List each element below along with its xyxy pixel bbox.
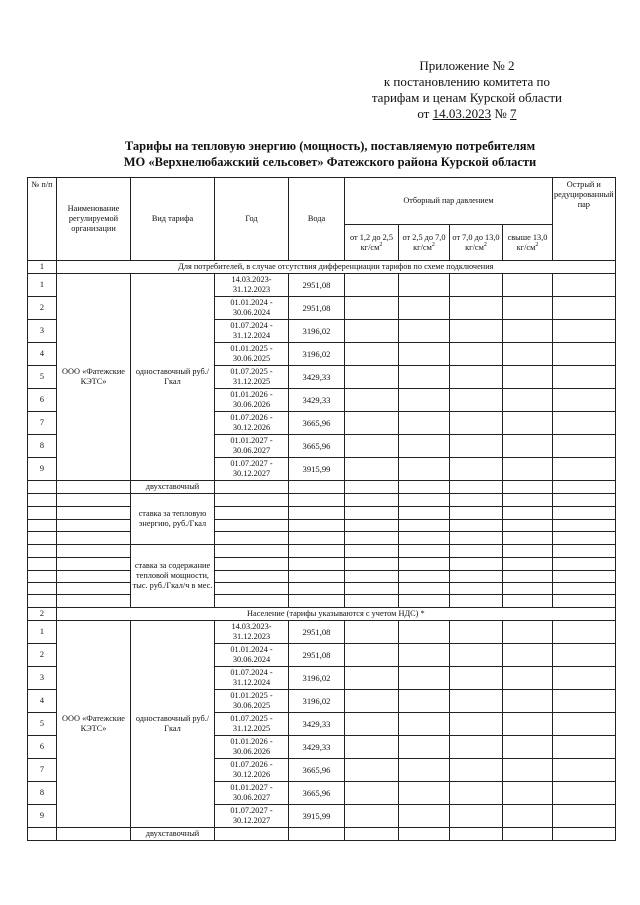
row-number: 8: [28, 435, 57, 458]
row-number: 7: [28, 412, 57, 435]
row-number: 7: [28, 759, 57, 782]
header-pressure-4: свыше 13,0 $кг/см^2$: [503, 225, 553, 261]
period: 01.01.2026 - 30.06.2026: [215, 389, 289, 412]
empty-cell: [553, 458, 616, 481]
empty-cell: [28, 494, 57, 507]
row-number: 9: [28, 805, 57, 828]
water-tariff: 3915,99: [289, 458, 345, 481]
header-year: Год: [215, 178, 289, 261]
empty-cell: [399, 759, 450, 782]
water-tariff: 3429,33: [289, 389, 345, 412]
header-pressure-1: от 1,2 до 2,5 $кг/см^2$: [345, 225, 399, 261]
empty-cell: [345, 507, 399, 520]
empty-cell: [57, 583, 131, 595]
section2-num: 2: [28, 608, 57, 621]
row-number: 4: [28, 690, 57, 713]
water-tariff: 3196,02: [289, 690, 345, 713]
empty-cell: [503, 435, 553, 458]
empty-cell: [503, 571, 553, 583]
section1-maintenance_rate-row: [28, 545, 616, 558]
empty-cell: [450, 595, 503, 608]
header-pressure-3: от 7,0 до 13,0 $кг/см^2$: [450, 225, 503, 261]
empty-cell: [399, 736, 450, 759]
empty-cell: [553, 412, 616, 435]
empty-cell: [450, 583, 503, 595]
period: 01.01.2025 - 30.06.2025: [215, 343, 289, 366]
empty-cell: [503, 297, 553, 320]
empty-cell: [553, 532, 616, 545]
maintenance-rate-label: ставка за содержание тепловой мощности, тыс. руб./Гкал/ч в мес.: [131, 545, 215, 608]
empty-cell: [57, 532, 131, 545]
header-water: Вода: [289, 178, 345, 261]
empty-cell: [450, 558, 503, 571]
empty-cell: [345, 520, 399, 532]
empty-cell: [450, 412, 503, 435]
number-prefix: №: [494, 106, 507, 121]
water-tariff: 2951,08: [289, 274, 345, 297]
empty-cell: [553, 343, 616, 366]
empty-cell: [450, 320, 503, 343]
empty-cell: [28, 558, 57, 571]
empty-cell: [57, 595, 131, 608]
empty-cell: [289, 558, 345, 571]
empty-cell: [215, 520, 289, 532]
empty-cell: [503, 759, 553, 782]
section1-maintenance_rate-row: [28, 583, 616, 595]
row-number: 8: [28, 782, 57, 805]
empty-cell: [28, 532, 57, 545]
empty-cell: [450, 343, 503, 366]
empty-cell: [289, 583, 345, 595]
water-tariff: 3196,02: [289, 343, 345, 366]
empty-cell: [553, 545, 616, 558]
empty-cell: [28, 481, 57, 494]
empty-cell: [450, 759, 503, 782]
empty-cell: [553, 828, 616, 841]
empty-cell: [553, 558, 616, 571]
empty-cell: [553, 481, 616, 494]
empty-cell: [345, 571, 399, 583]
empty-cell: [450, 736, 503, 759]
row-number: 2: [28, 297, 57, 320]
empty-cell: [450, 458, 503, 481]
empty-cell: [399, 507, 450, 520]
empty-cell: [503, 494, 553, 507]
header-tariff-type: Вид тарифа: [131, 178, 215, 261]
empty-cell: [345, 320, 399, 343]
empty-cell: [553, 736, 616, 759]
empty-cell: [399, 782, 450, 805]
section2-table-row: [28, 621, 616, 644]
empty-cell: [28, 583, 57, 595]
two-rate-tariff: двухставочный: [131, 828, 215, 841]
empty-cell: [345, 366, 399, 389]
empty-cell: [345, 595, 399, 608]
empty-cell: [399, 435, 450, 458]
empty-cell: [215, 583, 289, 595]
empty-cell: [450, 532, 503, 545]
period: 01.07.2025 - 31.12.2025: [215, 713, 289, 736]
water-tariff: 3665,96: [289, 435, 345, 458]
empty-cell: [553, 389, 616, 412]
empty-cell: [450, 621, 503, 644]
empty-cell: [215, 545, 289, 558]
empty-cell: [450, 571, 503, 583]
empty-cell: [553, 520, 616, 532]
empty-cell: [345, 343, 399, 366]
empty-cell: [450, 507, 503, 520]
row-number: 5: [28, 713, 57, 736]
water-tariff: 2951,08: [289, 644, 345, 667]
empty-cell: [399, 571, 450, 583]
section1-maintenance_rate-row: [28, 571, 616, 583]
section1-heat_rate-row: [28, 507, 616, 520]
empty-cell: [503, 366, 553, 389]
empty-cell: [289, 481, 345, 494]
header-sharp-steam: Острый и редуцированный пар: [553, 178, 616, 261]
header-steam: Отборный пар давлением: [345, 178, 553, 225]
single-rate-tariff: одноставочный руб./Гкал: [131, 621, 215, 828]
empty-cell: [399, 481, 450, 494]
row-number: 1: [28, 621, 57, 644]
empty-cell: [289, 532, 345, 545]
empty-cell: [450, 389, 503, 412]
empty-cell: [450, 713, 503, 736]
empty-cell: [399, 320, 450, 343]
empty-cell: [399, 343, 450, 366]
empty-cell: [450, 297, 503, 320]
tariff-table: [27, 177, 616, 841]
empty-cell: [289, 571, 345, 583]
empty-cell: [503, 805, 553, 828]
empty-cell: [399, 520, 450, 532]
empty-cell: [345, 583, 399, 595]
empty-cell: [215, 558, 289, 571]
empty-cell: [450, 782, 503, 805]
empty-cell: [450, 520, 503, 532]
empty-cell: [28, 595, 57, 608]
empty-cell: [450, 366, 503, 389]
empty-cell: [553, 507, 616, 520]
header-pressure-2: от 2,5 до 7,0 $кг/см^2$: [399, 225, 450, 261]
empty-cell: [399, 494, 450, 507]
empty-cell: [503, 274, 553, 297]
empty-cell: [345, 274, 399, 297]
period: 01.07.2024 - 31.12.2024: [215, 667, 289, 690]
empty-cell: [399, 621, 450, 644]
empty-cell: [553, 759, 616, 782]
empty-cell: [345, 481, 399, 494]
empty-cell: [450, 690, 503, 713]
empty-cell: [399, 389, 450, 412]
empty-cell: [503, 412, 553, 435]
organization-name: ООО «Фатежские КЭТС»: [57, 621, 131, 828]
period: 14.03.2023-31.12.2023: [215, 274, 289, 297]
empty-cell: [345, 412, 399, 435]
empty-cell: [215, 595, 289, 608]
empty-cell: [399, 805, 450, 828]
empty-cell: [399, 558, 450, 571]
empty-cell: [345, 545, 399, 558]
empty-cell: [503, 481, 553, 494]
empty-cell: [503, 713, 553, 736]
empty-cell: [503, 621, 553, 644]
water-tariff: 3665,96: [289, 782, 345, 805]
row-number: 4: [28, 343, 57, 366]
empty-cell: [503, 583, 553, 595]
empty-cell: [503, 458, 553, 481]
empty-cell: [289, 520, 345, 532]
empty-cell: [399, 583, 450, 595]
period: 01.07.2025 - 31.12.2025: [215, 366, 289, 389]
empty-cell: [553, 435, 616, 458]
empty-cell: [345, 805, 399, 828]
section2-title: Население (тарифы указываются с учетом НДС) *: [57, 608, 616, 621]
period: 01.07.2027 - 30.12.2027: [215, 805, 289, 828]
empty-cell: [553, 805, 616, 828]
empty-cell: [503, 595, 553, 608]
empty-cell: [399, 458, 450, 481]
empty-cell: [553, 595, 616, 608]
row-number: 3: [28, 320, 57, 343]
empty-cell: [503, 343, 553, 366]
period: 01.01.2027 - 30.06.2027: [215, 782, 289, 805]
water-tariff: 3196,02: [289, 320, 345, 343]
header-row: [28, 178, 616, 225]
empty-cell: [289, 828, 345, 841]
empty-cell: [57, 545, 131, 558]
empty-cell: [503, 558, 553, 571]
appendix-header: [372, 58, 562, 122]
empty-cell: [289, 494, 345, 507]
appendix-date-line: [372, 106, 562, 122]
water-tariff: 3429,33: [289, 366, 345, 389]
date-prefix: от: [417, 106, 430, 121]
empty-cell: [345, 389, 399, 412]
empty-cell: [503, 532, 553, 545]
empty-cell: [345, 532, 399, 545]
empty-cell: [450, 481, 503, 494]
appendix-number: 7: [510, 106, 517, 121]
appendix-line-2: к постановлению комитета по: [383, 74, 550, 89]
water-tariff: 3429,33: [289, 736, 345, 759]
empty-cell: [450, 545, 503, 558]
empty-cell: [57, 558, 131, 571]
empty-cell: [399, 412, 450, 435]
empty-cell: [503, 545, 553, 558]
empty-cell: [345, 782, 399, 805]
empty-cell: [503, 507, 553, 520]
empty-cell: [553, 366, 616, 389]
empty-cell: [399, 532, 450, 545]
empty-cell: [450, 667, 503, 690]
empty-cell: [57, 520, 131, 532]
period: 01.01.2024 - 30.06.2024: [215, 644, 289, 667]
empty-cell: [215, 828, 289, 841]
water-tariff: 3665,96: [289, 412, 345, 435]
section1-table-row: [28, 274, 616, 297]
empty-cell: [503, 644, 553, 667]
period: 01.07.2027 - 30.12.2027: [215, 458, 289, 481]
empty-cell: [345, 458, 399, 481]
empty-cell: [28, 545, 57, 558]
empty-cell: [289, 507, 345, 520]
row-number: 3: [28, 667, 57, 690]
empty-cell: [345, 435, 399, 458]
section1-title: Для потребителей, в случае отсутствия дифференциации тарифов по схеме подключения: [57, 261, 616, 274]
empty-cell: [553, 690, 616, 713]
water-tariff: 2951,08: [289, 297, 345, 320]
empty-cell: [450, 644, 503, 667]
empty-cell: [215, 532, 289, 545]
empty-cell: [345, 644, 399, 667]
empty-cell: [215, 494, 289, 507]
empty-cell: [450, 435, 503, 458]
empty-cell: [57, 481, 131, 494]
empty-cell: [399, 274, 450, 297]
period: 01.07.2026 - 30.12.2026: [215, 412, 289, 435]
empty-cell: [399, 545, 450, 558]
title-line-2: МО «Верхнелюбажский сельсовет» Фатежского района Курской области: [123, 155, 537, 169]
section1-heat_rate-row: [28, 494, 616, 507]
empty-cell: [289, 545, 345, 558]
water-tariff: 2951,08: [289, 621, 345, 644]
empty-cell: [345, 621, 399, 644]
empty-cell: [553, 667, 616, 690]
water-tariff: 3915,99: [289, 805, 345, 828]
empty-cell: [28, 507, 57, 520]
empty-cell: [553, 571, 616, 583]
period: 14.03.2023-31.12.2023: [215, 621, 289, 644]
empty-cell: [345, 667, 399, 690]
empty-cell: [28, 571, 57, 583]
empty-cell: [345, 690, 399, 713]
empty-cell: [553, 494, 616, 507]
empty-cell: [553, 782, 616, 805]
empty-cell: [553, 274, 616, 297]
empty-cell: [503, 782, 553, 805]
empty-cell: [215, 481, 289, 494]
empty-cell: [450, 828, 503, 841]
empty-cell: [553, 644, 616, 667]
period: 01.07.2024 - 31.12.2024: [215, 320, 289, 343]
empty-cell: [503, 690, 553, 713]
empty-cell: [503, 389, 553, 412]
row-number: 1: [28, 274, 57, 297]
empty-cell: [450, 805, 503, 828]
empty-cell: [450, 494, 503, 507]
water-tariff: 3429,33: [289, 713, 345, 736]
empty-cell: [553, 320, 616, 343]
section1-maintenance_rate-row: [28, 595, 616, 608]
empty-cell: [553, 297, 616, 320]
water-tariff: 3196,02: [289, 667, 345, 690]
appendix-date: 14.03.2023: [432, 106, 492, 121]
appendix-line-3: тарифам и ценам Курской области: [371, 90, 562, 105]
empty-cell: [503, 320, 553, 343]
title-line-1: Тарифы на тепловую энергию (мощность), поставляемую потребителям: [124, 139, 536, 153]
section1-heat_rate-row: [28, 532, 616, 545]
empty-cell: [503, 667, 553, 690]
empty-cell: [503, 520, 553, 532]
empty-cell: [57, 494, 131, 507]
row-number: 9: [28, 458, 57, 481]
section1-heat_rate-row: [28, 520, 616, 532]
row-number: 6: [28, 389, 57, 412]
empty-cell: [399, 667, 450, 690]
row-number: 2: [28, 644, 57, 667]
heat-rate-label: ставка за тепловую энергию, руб./Гкал: [131, 494, 215, 545]
empty-cell: [399, 828, 450, 841]
row-number: 5: [28, 366, 57, 389]
empty-cell: [57, 571, 131, 583]
header-num: № п/п: [28, 178, 57, 261]
period: 01.01.2026 - 30.06.2026: [215, 736, 289, 759]
document-title: [100, 138, 560, 170]
water-tariff: 3665,96: [289, 759, 345, 782]
section1-two-rate-row: [28, 481, 616, 494]
period: 01.01.2027 - 30.06.2027: [215, 435, 289, 458]
empty-cell: [57, 828, 131, 841]
empty-cell: [399, 297, 450, 320]
empty-cell: [28, 828, 57, 841]
empty-cell: [57, 507, 131, 520]
appendix-title: Приложение № 2: [419, 58, 515, 73]
single-rate-tariff: одноставочный руб./Гкал: [131, 274, 215, 481]
empty-cell: [399, 690, 450, 713]
section1-maintenance_rate-row: [28, 558, 616, 571]
section2-two-rate-row: [28, 828, 616, 841]
empty-cell: [553, 713, 616, 736]
section1-num: 1: [28, 261, 57, 274]
empty-cell: [345, 828, 399, 841]
period: 01.07.2026 - 30.12.2026: [215, 759, 289, 782]
period: 01.01.2024 - 30.06.2024: [215, 297, 289, 320]
section2-title-row: [28, 608, 616, 621]
empty-cell: [345, 297, 399, 320]
empty-cell: [450, 274, 503, 297]
empty-cell: [345, 736, 399, 759]
empty-cell: [345, 759, 399, 782]
section1-title-row: [28, 261, 616, 274]
empty-cell: [553, 621, 616, 644]
empty-cell: [345, 494, 399, 507]
two-rate-tariff: двухставочный: [131, 481, 215, 494]
row-number: 6: [28, 736, 57, 759]
empty-cell: [28, 520, 57, 532]
empty-cell: [553, 583, 616, 595]
empty-cell: [399, 644, 450, 667]
empty-cell: [399, 713, 450, 736]
empty-cell: [215, 571, 289, 583]
empty-cell: [399, 595, 450, 608]
header-org: Наименование регулируемой организации: [57, 178, 131, 261]
empty-cell: [345, 558, 399, 571]
empty-cell: [399, 366, 450, 389]
period: 01.01.2025 - 30.06.2025: [215, 690, 289, 713]
empty-cell: [503, 736, 553, 759]
empty-cell: [503, 828, 553, 841]
empty-cell: [345, 713, 399, 736]
empty-cell: [289, 595, 345, 608]
empty-cell: [215, 507, 289, 520]
organization-name: ООО «Фатежские КЭТС»: [57, 274, 131, 481]
